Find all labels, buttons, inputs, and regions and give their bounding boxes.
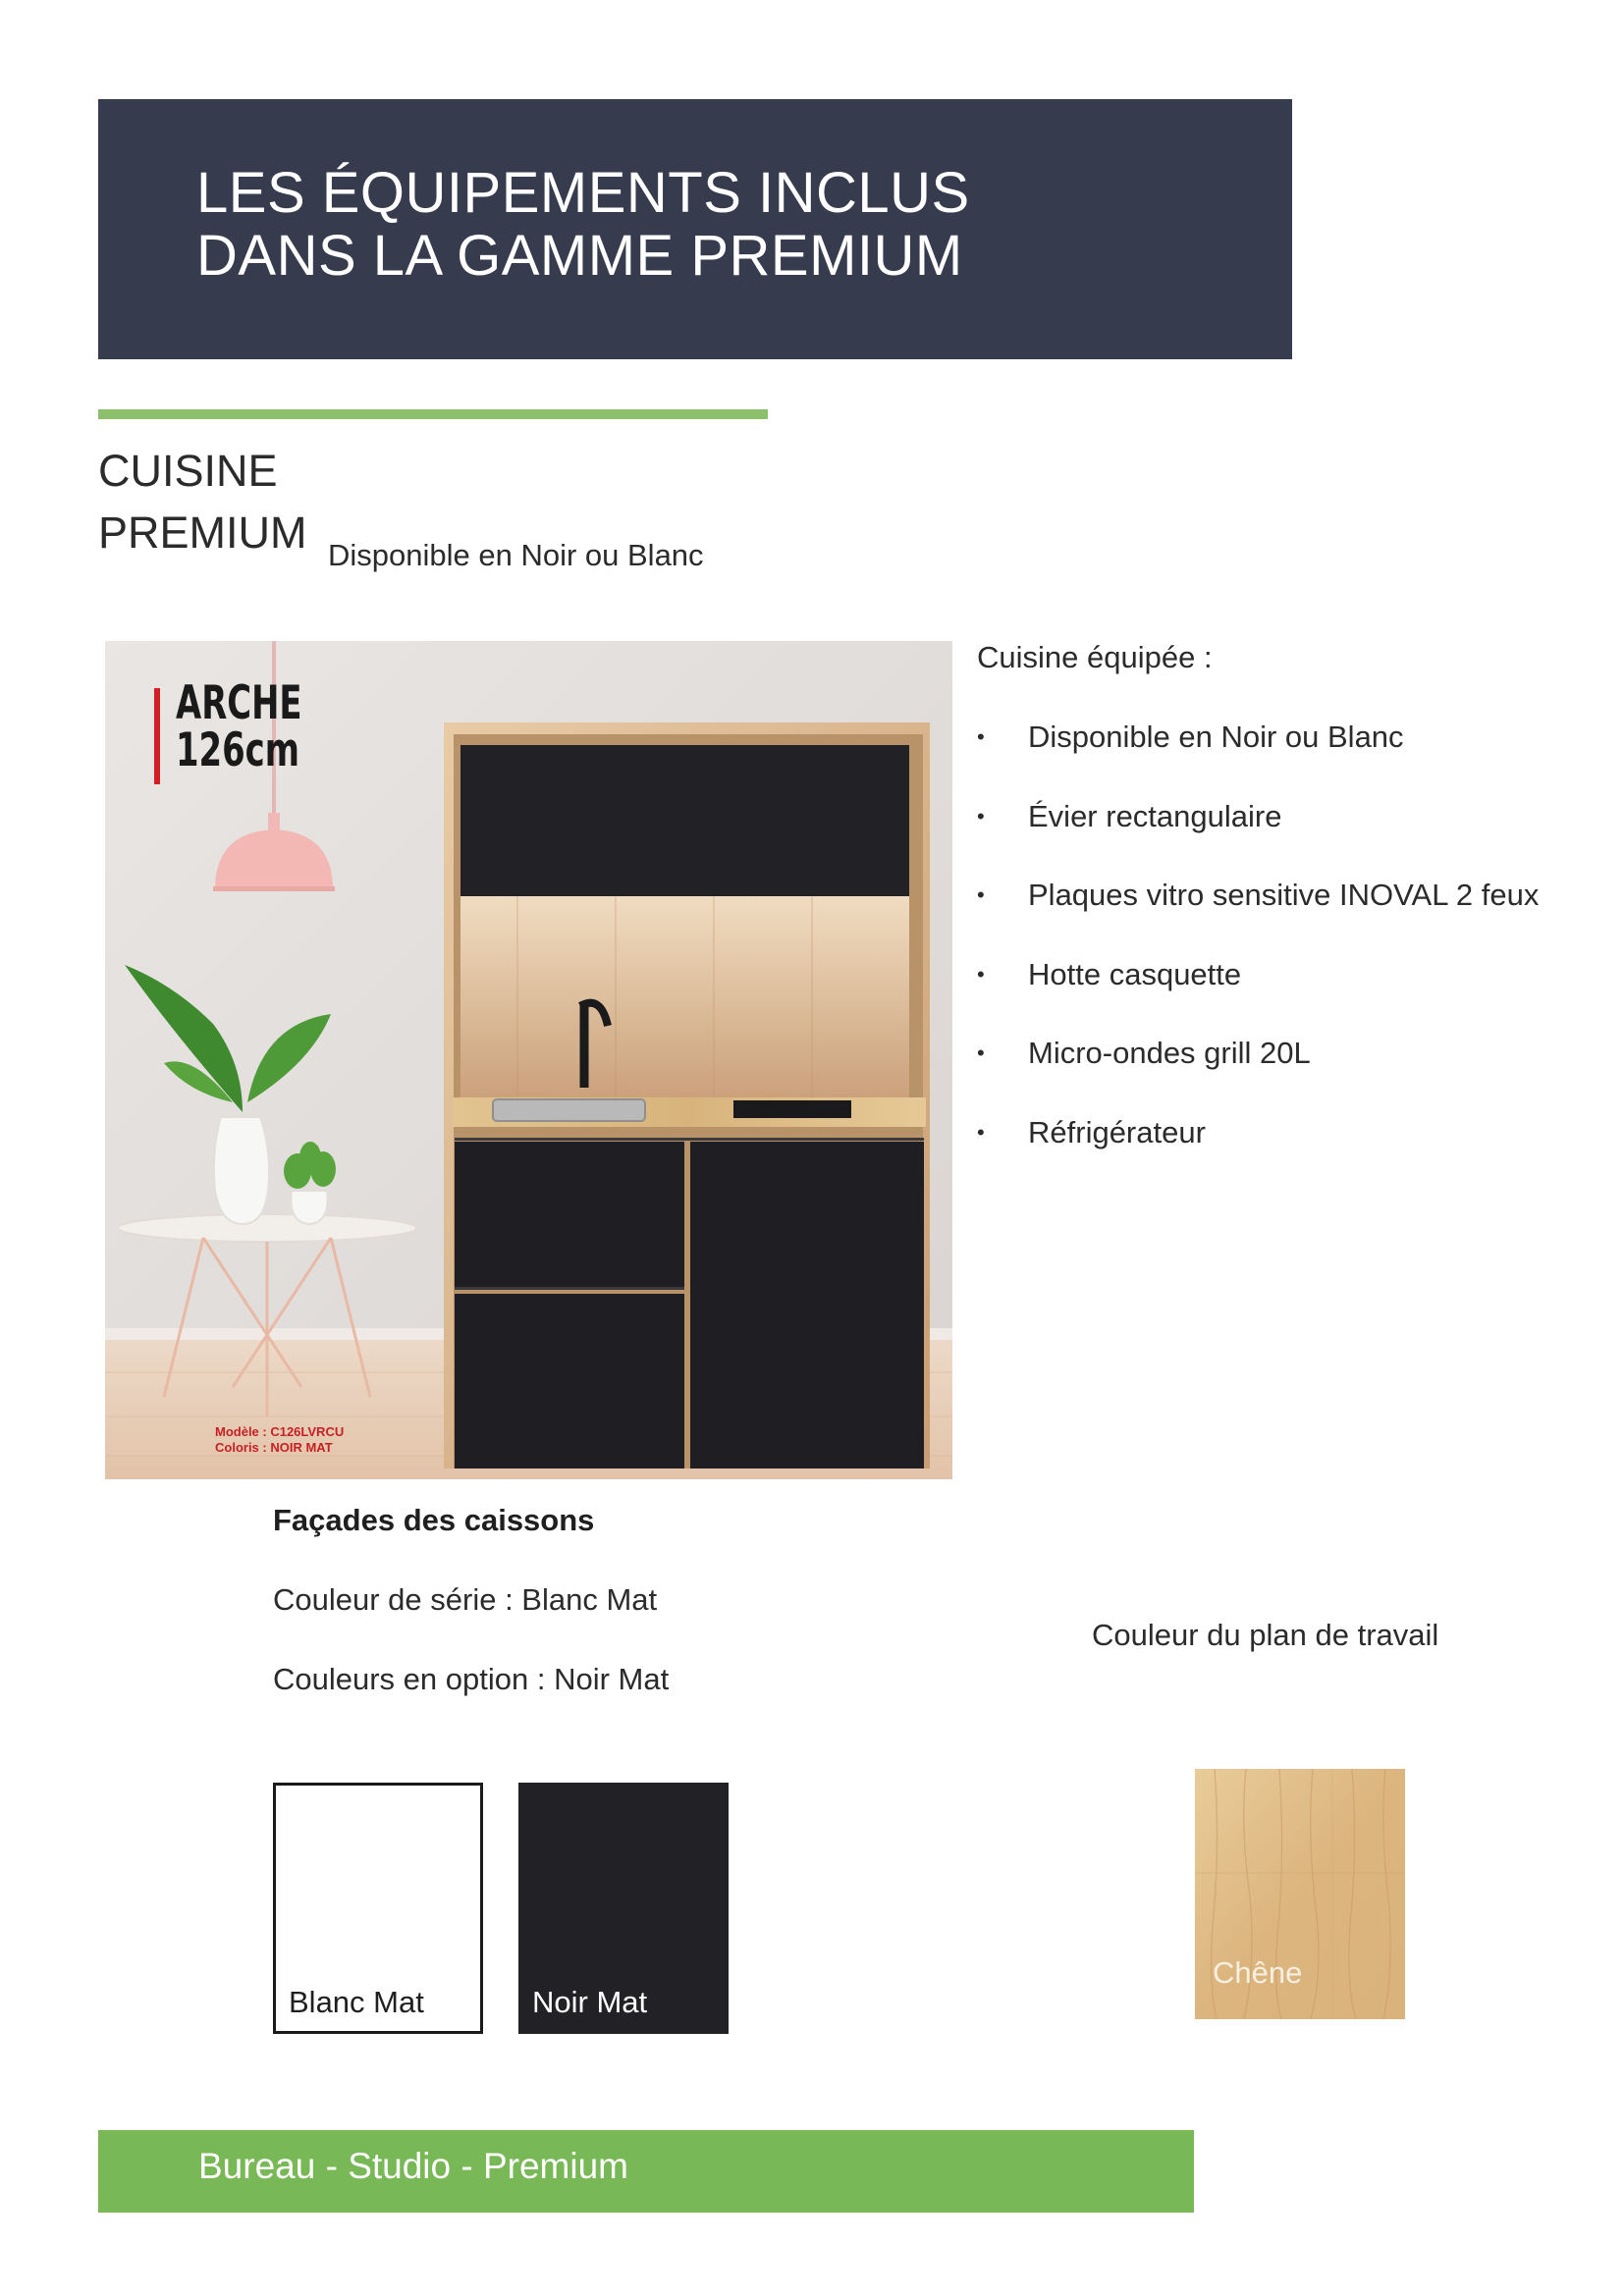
list-item-text: Micro-ondes grill 20L [1028,1036,1311,1070]
facades-standard-color: Couleur de série : Blanc Mat [273,1582,658,1617]
swatch-oak-label: Chêne [1213,1955,1303,1990]
swatch-black-label: Noir Mat [532,1985,648,2019]
page-title-line-2: DANS LA GAMME PREMIUM [196,224,963,288]
page-title [196,162,1178,288]
list-item [977,778,1586,858]
section-subtitle: Disponible en Noir ou Blanc [328,538,704,572]
worktop-title: Couleur du plan de travail [1092,1618,1439,1652]
list-item-text: Évier rectangulaire [1028,798,1282,833]
list-item-text: Hotte casquette [1028,956,1242,991]
model-badge-line-2: 126cm [176,723,299,777]
model-badge-line-1: ARCHE [176,676,302,730]
product-photo [105,641,952,1479]
model-caption [215,1424,344,1456]
bullet-icon: • [977,882,985,907]
bullet-icon: • [977,1119,985,1145]
swatch-white [273,1783,483,2034]
model-badge [176,676,302,777]
bullet-icon: • [977,1041,985,1065]
facades-option-color: Couleurs en option : Noir Mat [273,1662,670,1696]
swatch-black [518,1783,729,2034]
list-item-text: Disponible en Noir ou Blanc [1028,720,1404,754]
list-item [977,857,1586,936]
equipment-list [977,699,1586,1173]
model-color: Coloris : NOIR MAT [215,1440,333,1455]
list-item-text: Plaques vitro sensitive INOVAL 2 feux [1028,878,1540,912]
bullet-icon: • [977,803,985,828]
footer-text: Bureau - Studio - Premium [198,2146,629,2186]
page-title-line-1: LES ÉQUIPEMENTS INCLUS [196,161,970,225]
footer-bar [98,2130,1194,2213]
list-item [977,1015,1586,1095]
section-title-line-2: PREMIUM [98,507,307,558]
swatch-oak [1195,1769,1405,2019]
section-title-line-1: CUISINE [98,446,278,496]
facades-title: Façades des caissons [273,1503,595,1537]
list-item [977,699,1586,778]
list-item [977,936,1586,1016]
swatch-white-label: Blanc Mat [289,1985,424,2019]
section-divider [98,409,768,419]
list-item-text: Réfrigérateur [1028,1114,1206,1149]
section-title [98,440,307,563]
bullet-icon: • [977,724,985,749]
list-item [977,1095,1586,1174]
model-reference: Modèle : C126LVRCU [215,1424,345,1439]
equipment-heading: Cuisine équipée : [977,640,1213,674]
bullet-icon: • [977,961,985,987]
